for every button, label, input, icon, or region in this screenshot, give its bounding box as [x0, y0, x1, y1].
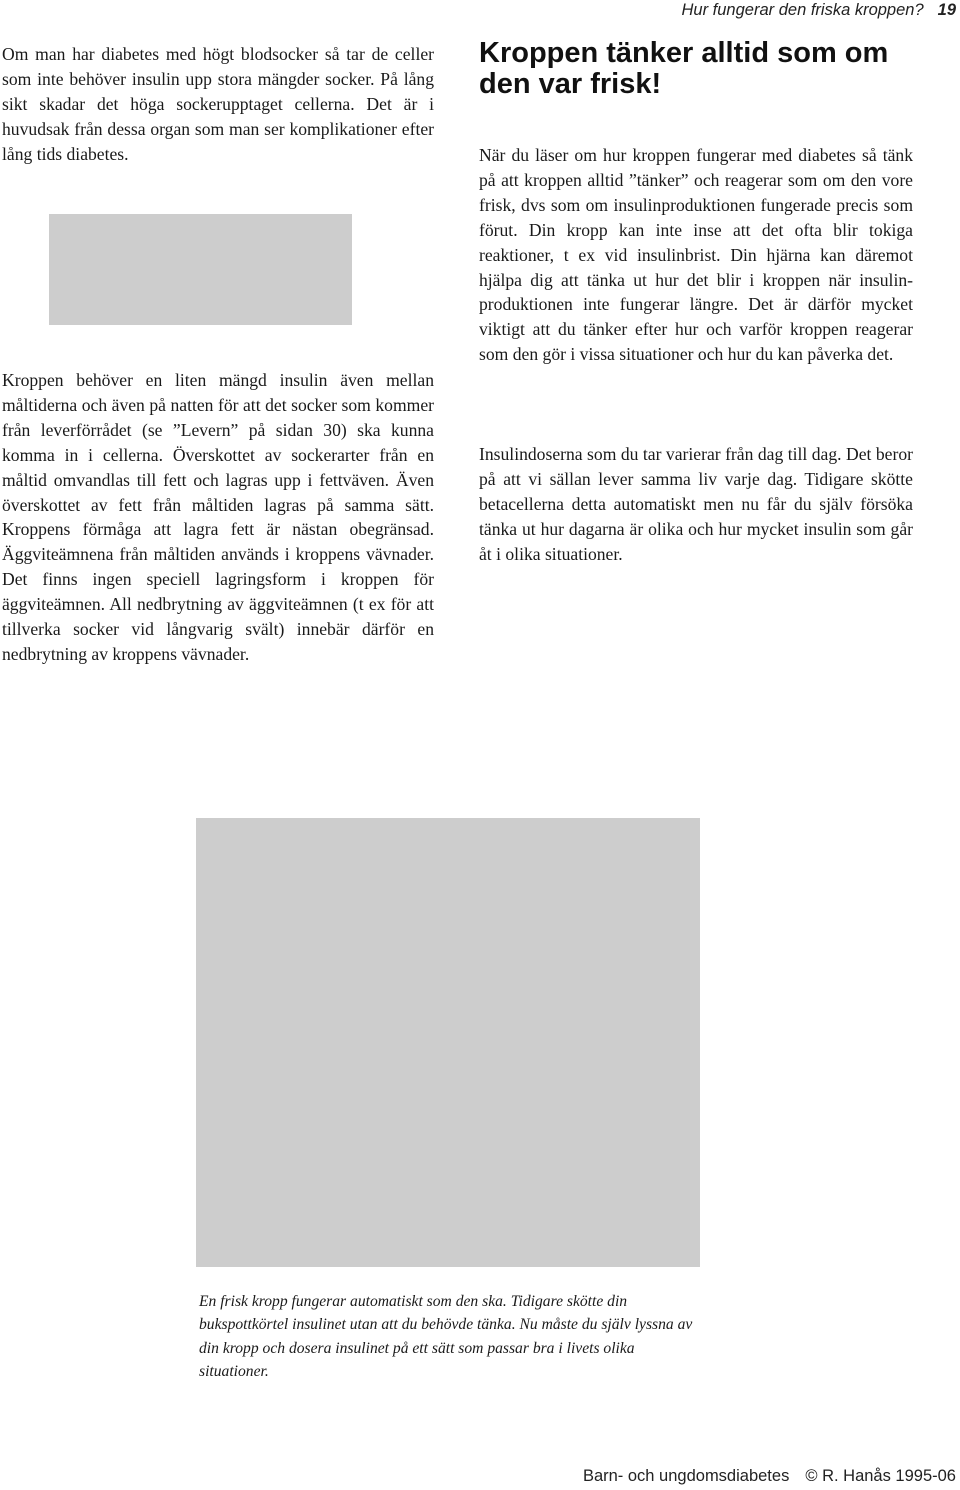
copyright-notice: © R. Hanås 1995-06: [805, 1467, 956, 1485]
section-heading: Kroppen tänker alltid som om den var frisk!: [479, 37, 889, 100]
left-paragraph-2: Kroppen behöver en liten mängd insulin även mellan måltiderna och även på natten för att det socker som kommer från leverförrådet (se ”Levern” på sidan 30) ska kunna komma in i cellerna. Överskottet av sockerarter från en måltid omvandlas till fett och lagras upp i fettväven. Även överskottet av fett från måltiden lagras på samma sätt. Kroppens förmåga att lagra fett är nästan obegränsad. Äggviteämnena från måltiden används i kroppens vävnader. Det finns ingen speciell lagringsform i kroppen för äggviteämnen. All nedbrytning av äggviteämnen (t ex för att tillverka socker vid långvarig svält) innebär därför en nedbrytning av kroppens vävnader.: [2, 370, 434, 664]
left-paragraph-1: Om man har diabetes med högt blodsocker så tar de celler som inte behöver insulin upp stora mängder socker. På lång sikt skadar det höga sockerupptaget cellerna. Det är i huvudsak från dessa organ som man ser komplikationer efter lång tids diabetes.: [2, 44, 434, 164]
right-paragraph-2: Insulindoserna som du tar varierar från dag till dag. Det beror på att vi sällan lever samma liv varje dag. Tidigare skötte betacellerna detta automatiskt men nu får du själv försöka tänka ut hur dagarna är olika och hur mycket insulin som går åt i olika situationer.: [479, 444, 913, 564]
figure-caption: En frisk kropp fungerar automatiskt som den ska. Tidigare skötte din bukspottkörtel insulinet utan att du behövde tänka. Nu måste du själv lyssna av din kropp och dosera insulinet på ett sätt som passar bra i livets olika situationer.: [199, 1293, 693, 1380]
page-footer: [583, 1466, 956, 1486]
book-title: Barn- och ungdomsdiabetes: [582, 1467, 790, 1485]
chapter-title: Hur fungerar den friska kroppen?: [681, 1, 924, 19]
running-header: [682, 0, 957, 24]
image-placeholder-small: [49, 214, 352, 325]
right-paragraph-1: När du läser om hur kroppen fungerar med diabetes så tänk på att kroppen alltid ”tänker” och reagerar som om den vore frisk, dvs som om insulinproduktionen fungerade precis som förut. Din kropp kan inte inse att det ofta blir tokiga reaktioner, t ex vid insulinbrist. Din hjärna kan däremot hjälpa dig att tänka ut hur det blir i kroppen när insulin-produktionen inte fungerar längre. Det är därför mycket viktigt att du tänker efter hur och varför kroppen reagerar som den gör i vissa situationer och hur du kan påverka det.: [479, 145, 913, 365]
page-number: 19: [937, 1, 956, 19]
figure-image-placeholder: [196, 818, 700, 1267]
